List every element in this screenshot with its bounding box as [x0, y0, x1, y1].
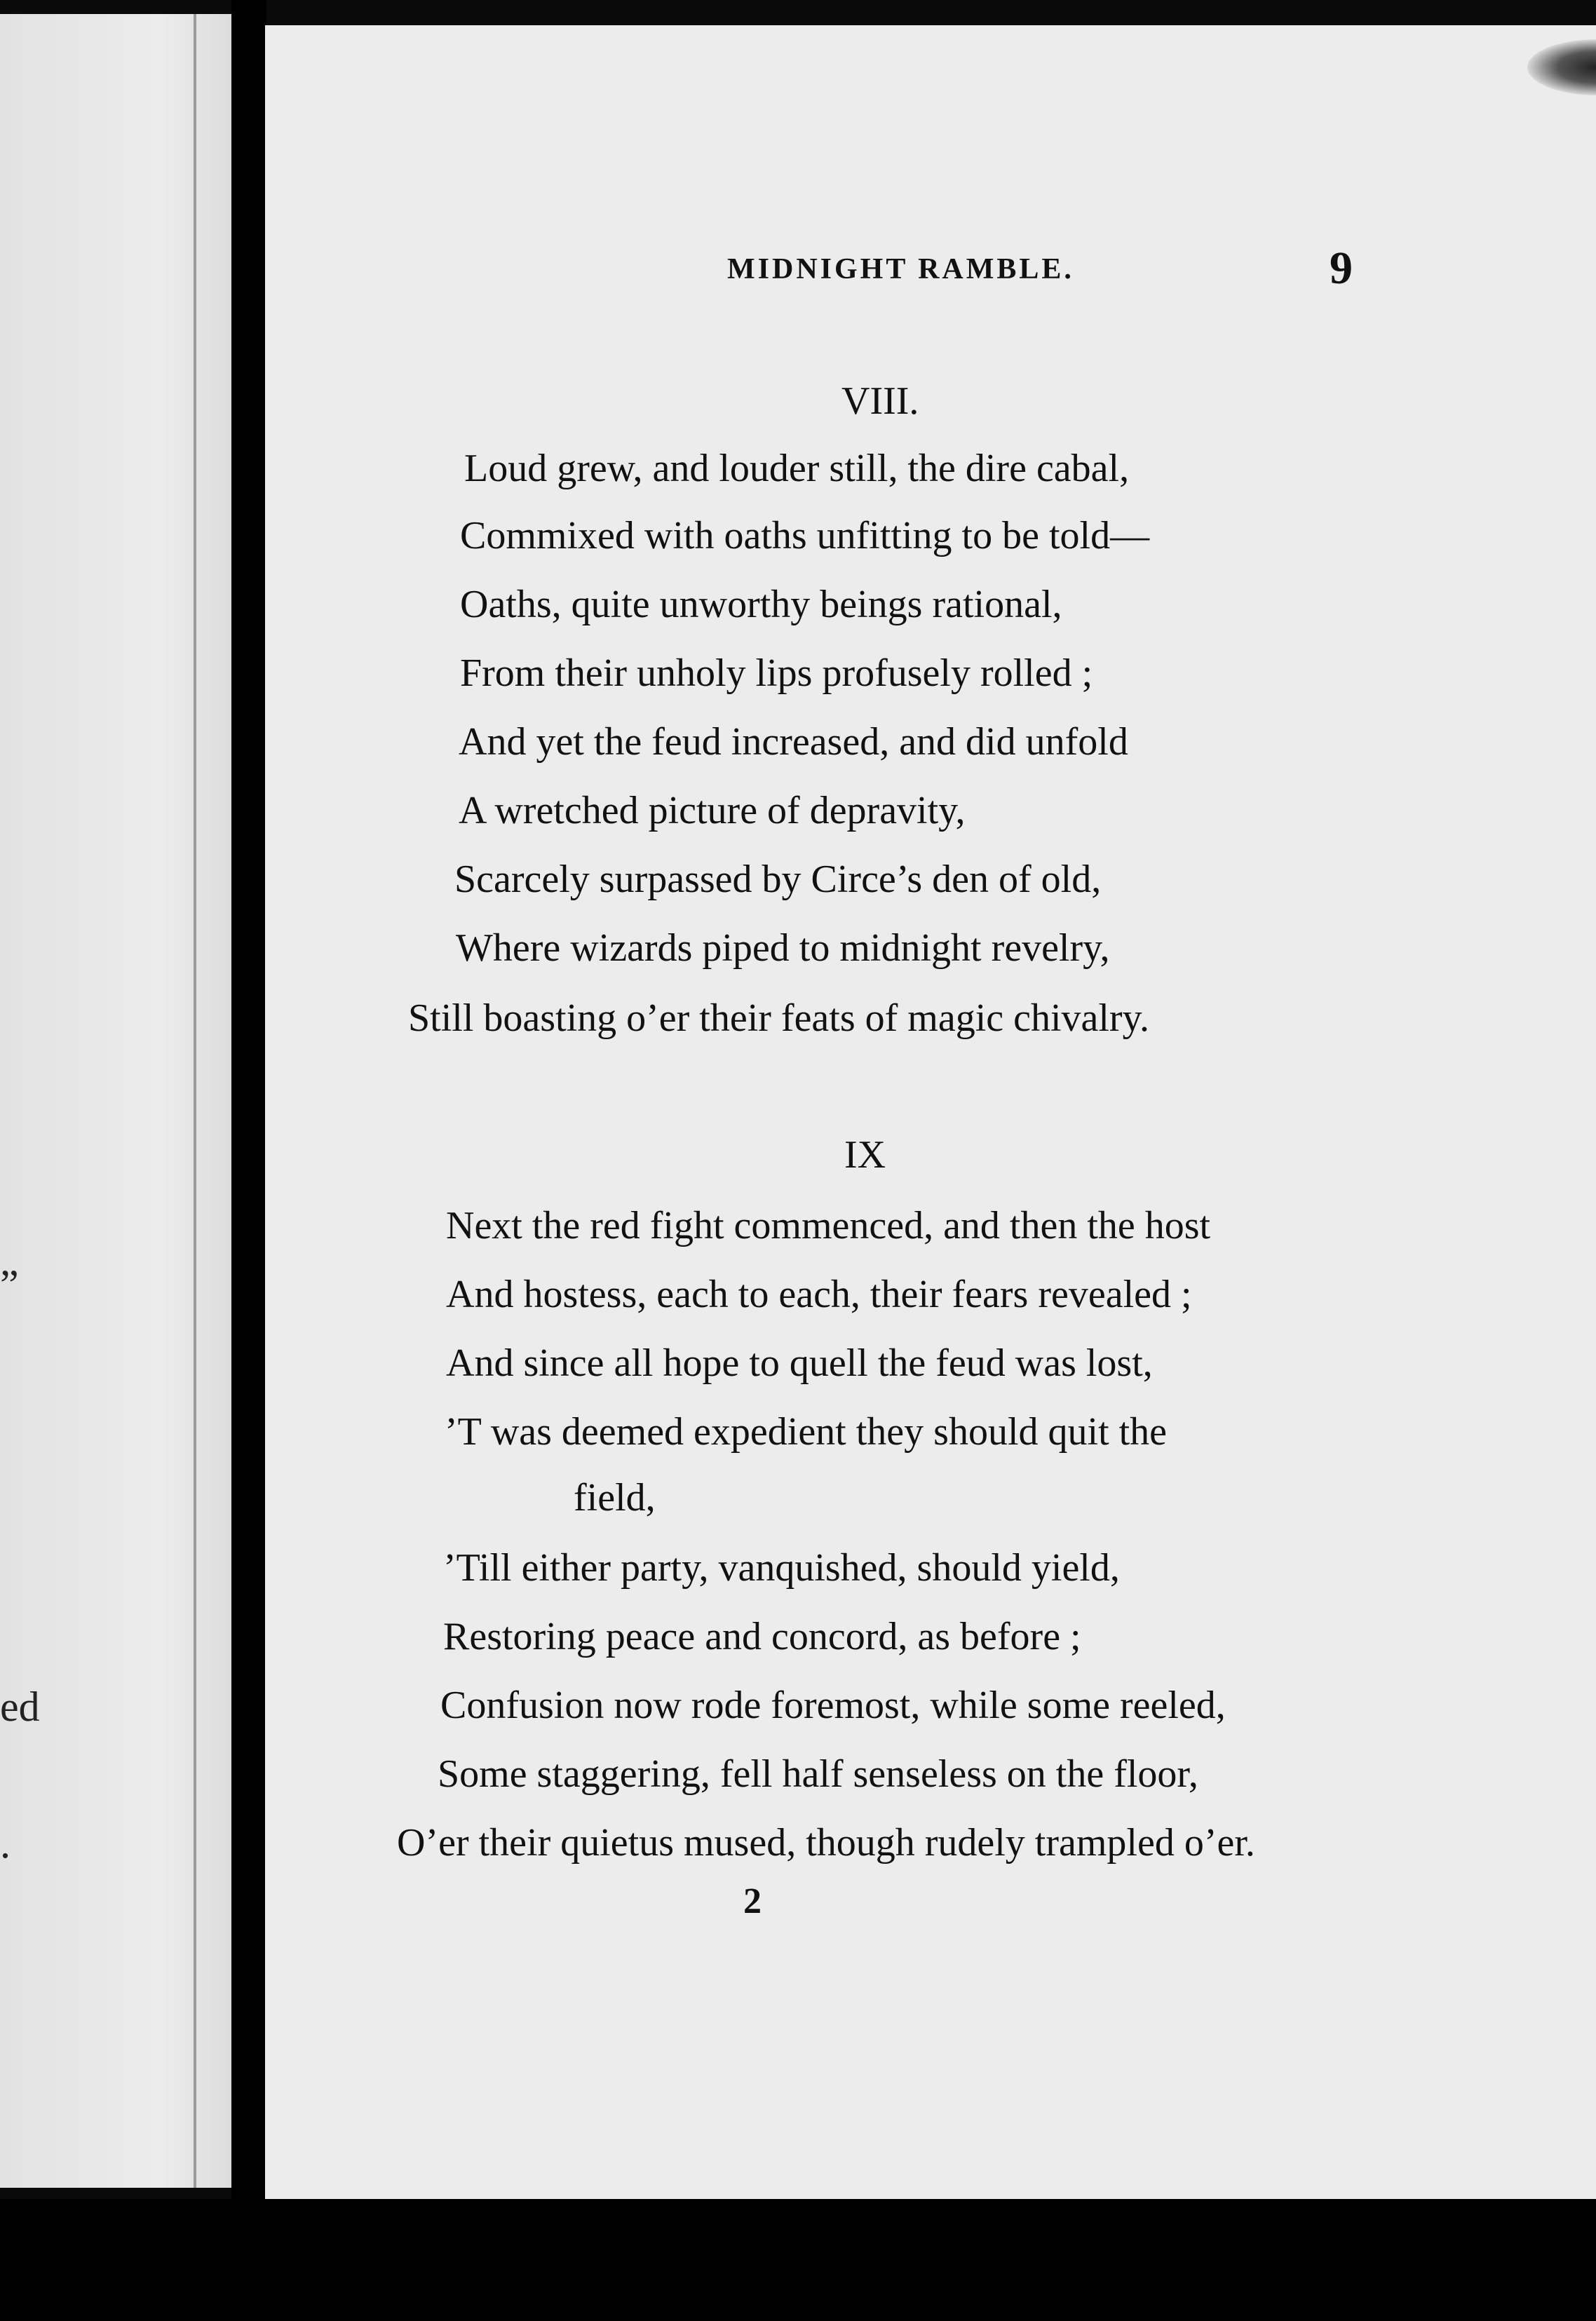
poem-line: From their unholy lips profusely rolled ;	[460, 651, 1093, 695]
stanza-number: VIII.	[841, 379, 919, 423]
left-page-edge	[0, 14, 231, 2188]
running-title: MIDNIGHT RAMBLE.	[727, 253, 1074, 285]
poem-line: Commixed with oaths unfitting to be told—	[460, 514, 1150, 557]
poem-line: Next the red fight commenced, and then the host	[446, 1204, 1211, 1247]
poem-line: Scarcely surpassed by Circe’s den of old,	[454, 858, 1102, 901]
left-page-fragment: ed	[0, 1684, 40, 1730]
poem-line: Restoring peace and concord, as before ;	[443, 1615, 1081, 1658]
poem-line: And hostess, each to each, their fears revealed ;	[446, 1273, 1192, 1316]
poem-line: Still boasting o’er their feats of magic chivalry.	[408, 996, 1149, 1040]
poem-line: field,	[574, 1476, 656, 1520]
book-gutter	[231, 0, 266, 2321]
poem-line: Some staggering, fell half senseless on the floor,	[438, 1752, 1198, 1796]
ink-smudge	[1527, 39, 1596, 95]
page-number: 9	[1330, 243, 1353, 294]
poem-line: A wretched picture of depravity,	[459, 789, 966, 832]
right-page	[265, 25, 1596, 2199]
poem-line: Oaths, quite unworthy beings rational,	[460, 583, 1062, 626]
poem-line: Confusion now rode foremost, while some reeled,	[440, 1684, 1226, 1727]
poem-line: ’T was deemed expedient they should quit the	[445, 1410, 1168, 1454]
poem-line: Where wizards piped to midnight revelry,	[456, 926, 1110, 970]
signature-mark: 2	[743, 1881, 762, 1921]
poem-line: Loud grew, and louder still, the dire cabal,	[464, 447, 1130, 490]
left-page-fold	[194, 14, 196, 2188]
poem-line: ’Till either party, vanquished, should yield,	[443, 1546, 1120, 1590]
left-page-fragment: .	[0, 1820, 11, 1867]
page-bottom-shadow	[0, 2199, 1596, 2321]
poem-line: O’er their quietus mused, though rudely trampled o’er.	[397, 1821, 1255, 1865]
poem-line: And yet the feud increased, and did unfold	[459, 720, 1128, 764]
stanza-number: IX	[844, 1133, 886, 1177]
poem-line: And since all hope to quell the feud was lost,	[446, 1341, 1153, 1385]
left-page-fragment: ”	[0, 1261, 19, 1308]
